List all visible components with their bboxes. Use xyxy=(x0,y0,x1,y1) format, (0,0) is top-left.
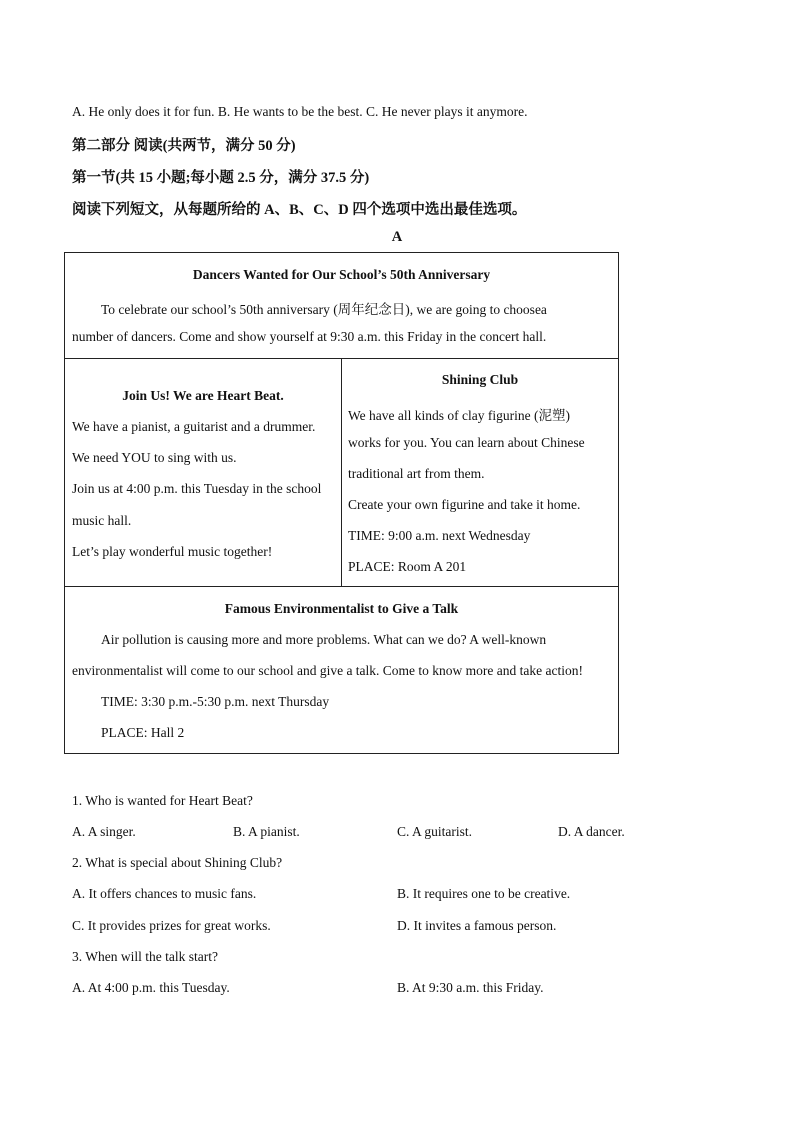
talk-notice-line: environmentalist will come to our school and give a talk. Come to know more and take action! xyxy=(72,663,583,678)
heart-beat-title: Join Us! We are Heart Beat. xyxy=(122,388,284,403)
talk-place: PLACE: Hall 2 xyxy=(101,725,185,740)
shining-club-line: We have all kinds of clay figurine (泥塑) xyxy=(348,408,570,423)
notice-board xyxy=(64,252,619,754)
part-title: 第二部分 阅读(共两节，满分 50 分) xyxy=(72,138,296,154)
heart-beat-notice xyxy=(65,359,341,586)
question-stem: 1. Who is wanted for Heart Beat? xyxy=(72,793,253,808)
shining-club-place: PLACE: Room A 201 xyxy=(348,559,467,574)
answer-option: B. At 9:30 a.m. this Friday. xyxy=(397,980,544,995)
heart-beat-line: music hall. xyxy=(72,513,132,528)
talk-notice-title: Famous Environmentalist to Give a Talk xyxy=(224,601,459,616)
answer-option: C. A guitarist. xyxy=(397,824,473,839)
section-subtitle: 第一节(共 15 小题;每小题 2.5 分，满分 37.5 分) xyxy=(72,170,370,186)
question-stem: 2. What is special about Shining Club? xyxy=(72,855,283,870)
heart-beat-line: We need YOU to sing with us. xyxy=(72,450,237,465)
talk-notice-line: Air pollution is causing more and more problems. What can we do? A well-known xyxy=(101,632,547,647)
shining-club-line: works for you. You can learn about Chinese xyxy=(348,435,585,450)
previous-question-options: A. He only does it for fun. B. He wants to be the best. C. He never plays it anymore. xyxy=(72,104,528,119)
dancers-notice-line: number of dancers. Come and show yourself at 9:30 a.m. this Friday in the concert hall. xyxy=(72,329,547,344)
answer-option: B. A pianist. xyxy=(233,824,300,839)
question-stem: 3. When will the talk start? xyxy=(72,949,218,964)
heart-beat-line: Join us at 4:00 p.m. this Tuesday in the school xyxy=(72,481,322,496)
heart-beat-line: We have a pianist, a guitarist and a drummer. xyxy=(72,419,316,434)
reading-instruction: 阅读下列短文，从每题所给的 A、B、C、D 四个选项中选出最佳选项。 xyxy=(72,202,527,218)
answer-option: D. It invites a famous person. xyxy=(397,918,557,933)
talk-time: TIME: 3:30 p.m.-5:30 p.m. next Thursday xyxy=(101,694,330,709)
talk-notice xyxy=(65,587,618,753)
answer-option: A. A singer. xyxy=(72,824,136,839)
answer-option: B. It requires one to be creative. xyxy=(397,886,571,901)
answer-option: A. It offers chances to music fans. xyxy=(72,886,257,901)
dancers-notice-title: Dancers Wanted for Our School’s 50th Anniversary xyxy=(192,267,491,282)
shining-club-notice xyxy=(342,359,618,586)
shining-club-line: traditional art from them. xyxy=(348,466,485,481)
passage-label: A xyxy=(391,229,403,245)
answer-option: A. At 4:00 p.m. this Tuesday. xyxy=(72,980,230,995)
answer-option: D. A dancer. xyxy=(558,824,625,839)
shining-club-title: Shining Club xyxy=(441,372,519,387)
dancers-notice xyxy=(65,253,618,358)
shining-club-time: TIME: 9:00 a.m. next Wednesday xyxy=(348,528,531,543)
answer-option: C. It provides prizes for great works. xyxy=(72,918,271,933)
heart-beat-line: Let’s play wonderful music together! xyxy=(72,544,273,559)
dancers-notice-line: To celebrate our school’s 50th anniversary (周年纪念日), we are going to choosea xyxy=(101,302,547,317)
shining-club-line: Create your own figurine and take it home. xyxy=(348,497,581,512)
